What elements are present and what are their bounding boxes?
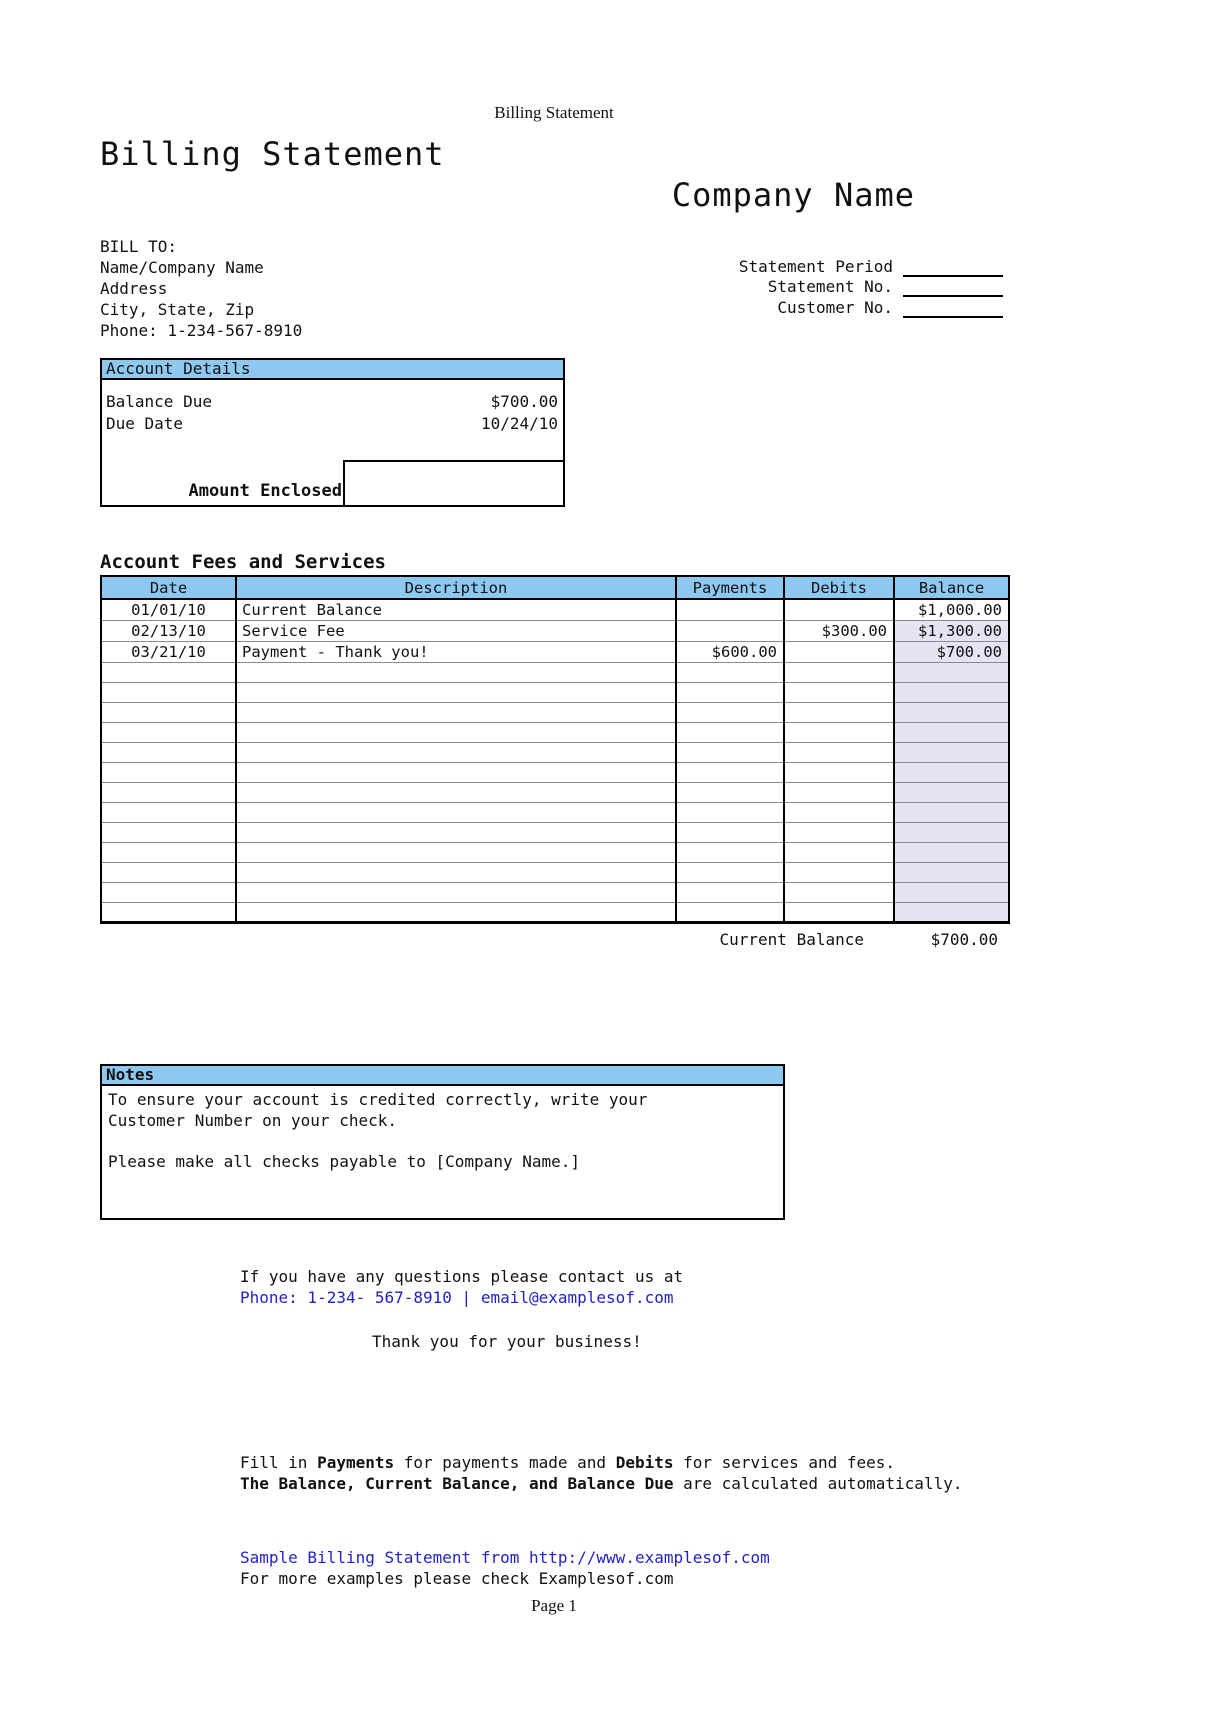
debits-cell: $300.00 (784, 621, 894, 642)
debits-cell (784, 903, 894, 923)
table-row (101, 823, 1009, 843)
payments-cell (676, 663, 784, 683)
date-cell: 01/01/10 (101, 599, 236, 621)
customer-no-label: Customer No. (777, 297, 893, 317)
instr-bold: Debits (615, 1453, 674, 1472)
description-cell (236, 763, 676, 783)
balance-cell (894, 803, 1009, 823)
footer-section (240, 1547, 1008, 1589)
date-cell (101, 843, 236, 863)
payments-cell (676, 783, 784, 803)
due-date-value: 10/24/10 (480, 414, 558, 433)
payments-cell (676, 743, 784, 763)
description-cell (236, 883, 676, 903)
description-cell (236, 743, 676, 763)
debits-cell (784, 683, 894, 703)
thanks-line: Thank you for your business! (372, 1332, 642, 1351)
debits-cell (784, 763, 894, 783)
fees-section-title: Account Fees and Services (100, 551, 386, 573)
notes-line: Customer Number on your check. (108, 1110, 397, 1130)
bill-to-city: City, State, Zip (100, 300, 255, 319)
date-cell (101, 743, 236, 763)
footer-sample-link[interactable]: Sample Billing Statement from http://www.examplesof.com (240, 1548, 770, 1567)
statement-no-label: Statement No. (767, 277, 893, 296)
statement-period-row (739, 256, 1003, 277)
payments-cell (676, 703, 784, 723)
balance-cell (894, 783, 1009, 803)
due-date-row (106, 413, 558, 435)
statement-no-blank[interactable] (903, 279, 1003, 297)
payments-cell (676, 863, 784, 883)
page-number: Page 1 (531, 1596, 577, 1615)
table-row (101, 903, 1009, 923)
notes-box (100, 1064, 785, 1220)
document-title: Billing Statement (100, 135, 445, 173)
table-row (101, 743, 1009, 763)
description-cell (236, 703, 676, 723)
instructions-line-1 (240, 1452, 1008, 1473)
contact-section (240, 1266, 1008, 1352)
due-date-label: Due Date (106, 414, 184, 433)
column-header-date: Date (101, 576, 236, 599)
account-details-box (100, 358, 565, 507)
payments-cell (676, 883, 784, 903)
debits-cell (784, 803, 894, 823)
balance-cell (894, 763, 1009, 783)
description-cell (236, 723, 676, 743)
statement-period-blank[interactable] (903, 259, 1003, 277)
date-cell (101, 863, 236, 883)
account-details-header: Account Details (100, 358, 565, 380)
debits-cell (784, 863, 894, 883)
description-cell (236, 903, 676, 923)
debits-cell (784, 723, 894, 743)
statement-period-label: Statement Period (738, 256, 893, 276)
debits-cell (784, 599, 894, 621)
balance-cell (894, 683, 1009, 703)
balance-cell (894, 823, 1009, 843)
date-cell (101, 703, 236, 723)
instr-text: Fill in (240, 1453, 318, 1472)
table-row (101, 783, 1009, 803)
balance-due-label: Balance Due (106, 392, 212, 411)
customer-no-row (739, 297, 1003, 318)
page-header-text: Billing Statement (494, 103, 614, 122)
debits-cell (784, 663, 894, 683)
column-header-balance: Balance (894, 576, 1009, 599)
notes-line (108, 1131, 777, 1152)
instr-text: for services and fees. (673, 1453, 896, 1472)
payments-cell: $600.00 (676, 642, 784, 663)
balance-cell: $700.00 (894, 642, 1009, 663)
balance-cell (894, 843, 1009, 863)
company-name: Company Name (671, 176, 915, 214)
table-row (101, 621, 1009, 642)
column-header-description: Description (236, 576, 676, 599)
notes-header: Notes (100, 1064, 785, 1086)
description-cell: Current Balance (236, 599, 676, 621)
debits-cell (784, 703, 894, 723)
instr-text: for payments made and (394, 1453, 616, 1472)
debits-cell (784, 743, 894, 763)
description-cell (236, 823, 676, 843)
date-cell (101, 903, 236, 923)
table-row (101, 703, 1009, 723)
date-cell (101, 883, 236, 903)
payments-cell (676, 903, 784, 923)
date-cell (101, 803, 236, 823)
balance-cell (894, 863, 1009, 883)
bill-to-address: Address (100, 279, 168, 298)
date-cell (101, 683, 236, 703)
description-cell (236, 803, 676, 823)
table-row (101, 763, 1009, 783)
date-cell (101, 763, 236, 783)
column-header-debits: Debits (784, 576, 894, 599)
balance-cell (894, 903, 1009, 923)
debits-cell (784, 642, 894, 663)
balance-cell: $1,000.00 (894, 599, 1009, 621)
bill-to-phone: Phone: 1-234-567-8910 (100, 321, 303, 340)
instructions-line-2 (240, 1473, 1008, 1494)
amount-enclosed-input[interactable] (343, 460, 565, 507)
balance-cell: $1,300.00 (894, 621, 1009, 642)
amount-enclosed-row (100, 460, 565, 507)
date-cell (101, 823, 236, 843)
description-cell (236, 783, 676, 803)
payments-cell (676, 599, 784, 621)
debits-cell (784, 883, 894, 903)
payments-cell (676, 843, 784, 863)
table-header-row (101, 576, 1009, 599)
description-cell (236, 843, 676, 863)
table-row (101, 663, 1009, 683)
debits-cell (784, 783, 894, 803)
notes-line: To ensure your account is credited correctly, write your (108, 1090, 648, 1109)
payments-cell (676, 723, 784, 743)
date-cell (101, 663, 236, 683)
balance-due-value: $700.00 (490, 392, 558, 411)
balance-cell (894, 723, 1009, 743)
footer-text: For more examples please check Examplesof.com (240, 1569, 674, 1588)
table-row (101, 883, 1009, 903)
bill-to-section (100, 236, 302, 341)
notes-line: Please make all checks payable to [Company Name.] (108, 1151, 581, 1171)
debits-cell (784, 843, 894, 863)
table-row (101, 863, 1009, 883)
instructions-section (240, 1452, 1008, 1494)
bill-to-name: Name/Company Name (100, 258, 264, 277)
statement-no-row (739, 277, 1003, 298)
table-row (101, 843, 1009, 863)
current-balance-label: Current Balance (719, 930, 864, 949)
account-details-body (100, 380, 565, 460)
date-cell: 02/13/10 (101, 621, 236, 642)
description-cell: Service Fee (236, 621, 676, 642)
table-row (101, 803, 1009, 823)
instr-bold: The Balance, Current Balance, and Balance Due (240, 1474, 674, 1493)
description-cell (236, 863, 676, 883)
description-cell: Payment - Thank you! (236, 642, 676, 663)
balance-cell (894, 703, 1009, 723)
payments-cell (676, 803, 784, 823)
balance-cell (894, 663, 1009, 683)
date-cell (101, 783, 236, 803)
current-balance-line (100, 929, 1008, 950)
payments-cell (676, 621, 784, 642)
balance-due-row (106, 391, 558, 413)
bill-to-label: BILL TO: (100, 237, 178, 256)
payments-cell (676, 763, 784, 783)
debits-cell (784, 823, 894, 843)
table-row (101, 723, 1009, 743)
contact-phone-email-link[interactable]: Phone: 1-234- 567-8910 | email@examplesof.com (240, 1288, 674, 1307)
balance-cell (894, 743, 1009, 763)
date-cell: 03/21/10 (101, 642, 236, 663)
payments-cell (676, 823, 784, 843)
instr-bold: Payments (317, 1453, 395, 1472)
column-header-payments: Payments (676, 576, 784, 599)
description-cell (236, 683, 676, 703)
document-page (100, 0, 1008, 1616)
table-row (101, 599, 1009, 621)
table-row (101, 642, 1009, 663)
contact-line: If you have any questions please contact us at (240, 1267, 684, 1286)
notes-body (100, 1086, 785, 1220)
current-balance-value: $700.00 (930, 930, 998, 949)
statement-fields (739, 256, 1008, 341)
balance-cell (894, 883, 1009, 903)
instr-text: are calculated automatically. (673, 1474, 963, 1493)
description-cell (236, 663, 676, 683)
customer-no-blank[interactable] (903, 300, 1003, 318)
payments-cell (676, 683, 784, 703)
table-row (101, 683, 1009, 703)
fees-table (100, 575, 1010, 924)
date-cell (101, 723, 236, 743)
amount-enclosed-label: Amount Enclosed (102, 460, 343, 507)
